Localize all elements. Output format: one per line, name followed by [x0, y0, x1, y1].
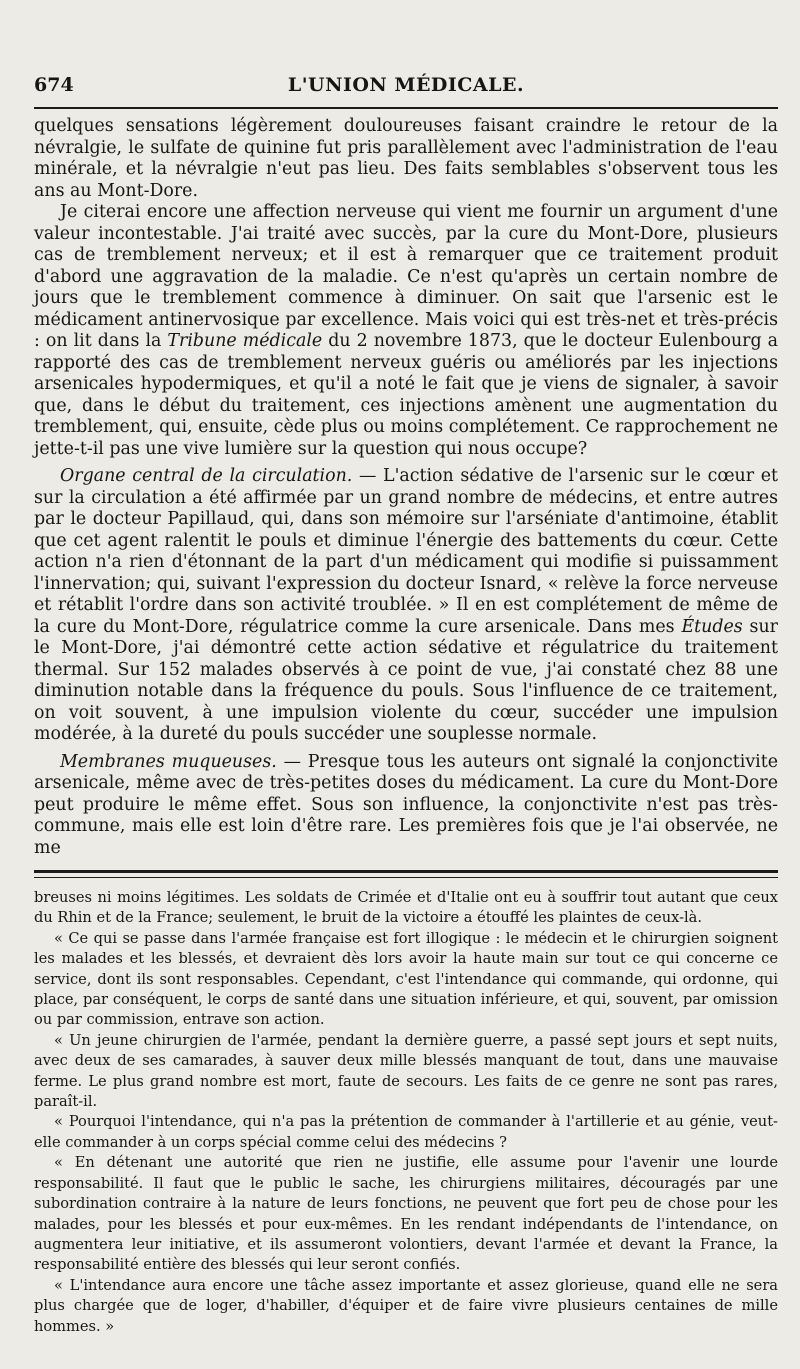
- paragraph-1: quelques sensations légèrement douloureuses faisant craindre le retour de la névralgie, le sulfate de quinine fut pris parallèlement avec l'administration de l'eau minérale, et la névralgie n'eut pas lieu. Des faits semblables s'observent tous les ans au Mont-Dore.: [34, 116, 778, 201]
- footnote-rule: [34, 870, 778, 873]
- footnote-rule-thin: [34, 877, 778, 878]
- main-text: [34, 116, 778, 859]
- paragraph-circulation: [34, 466, 778, 746]
- running-title: L'UNION MÉDICALE.: [287, 74, 525, 96]
- paragraph-circulation-text-b: sur le Mont-Dore, j'ai démontré cette action sédative et régulatrice du traitement thermal. Sur 152 malades observés à ce point de vue, j'ai constaté chez 88 une diminution notable dans la fréquence du pouls. Sous l'influence de ce traitement, on voit souvent, à une impulsion violente du cœur, succéder une impulsion modérée, à la dureté du pouls succéder une souplesse normale.: [34, 616, 778, 744]
- paragraph-2-journal-title: Tribune médicale: [167, 331, 323, 351]
- footnote-paragraph-4: « Pourquoi l'intendance, qui n'a pas la prétention de commander à l'artillerie et au génie, veut-elle commander à un corps spécial comme celui des médecins ?: [34, 1113, 778, 1151]
- footnote-paragraph-5: « En détenant une autorité que rien ne justifie, elle assume pour l'avenir une lourde responsabilité. Il faut que le public le sache, les chirurgiens militaires, découragés par une subordination contraire à la nature de leurs fonctions, ne peuvent que fort peu de chose pour les malades, pour les blessés et pour eux-mêmes. En les rendant indépendants de l'intendance, on augmentera leur initiative, et ils assumeront volontiers, devant l'armée et devant la France, la responsabilité entière des blessés qui leur seront confiés.: [34, 1154, 778, 1274]
- footnote-paragraph-3: « Un jeune chirurgien de l'armée, pendant la dernière guerre, a passé sept jours et sept nuits, avec deux de ses camarades, à sauver deux mille blessés manquant de tout, dans une mauvaise ferme. Le plus grand nombre est mort, faute de secours. Les faits de ce genre ne sont pas rares, paraît-il.: [34, 1031, 778, 1111]
- footnotes: [34, 888, 778, 1337]
- paragraph-circulation-text-a: — L'action sédative de l'arsenic sur le cœur et sur la circulation a été affirmée par un grand nombre de médecins, et entre autres par le docteur Papillaud, qui, dans son mémoire sur l'arséniate d'antimoine, établit que cet agent ralentit le pouls et diminue l'énergie des battements du cœur. Cette action n'a rien d'étonnant de la part d'un médicament qui modifie si puissamment l'innervation; qui, suivant l'expression du docteur Isnard, « relève la force nerveuse et rétablit l'ordre dans son activité troublée. » Il en est complétement de même de la cure du Mont-Dore, régulatrice comme la cure arsenicale. Dans mes: [34, 466, 778, 637]
- footnote-paragraph-6: « L'intendance aura encore une tâche assez importante et assez glorieuse, quand elle ne sera plus chargée que de loger, d'habiller, d'équiper et de faire vivre plusieurs centaines de mille hommes. »: [34, 1276, 778, 1335]
- header-rule: [34, 107, 778, 109]
- page-header: [34, 74, 778, 104]
- paragraph-2-text-a: Je citerai encore une affection nerveuse qui vient me fournir un argument d'une valeur incontestable. J'ai traité avec succès, par la cure du Mont-Dore, plusieurs cas de tremblement nerveux; et il est à remarquer que ce traitement produit d'abord une aggravation de la maladie. Ce n'est qu'après un certain nombre de jours que le tremblement commence à diminuer. On sait que l'arsenic est le médicament antinervosique par excellence. Mais voici qui est très-net et très-précis : on lit dans la: [34, 202, 778, 351]
- paragraph-muqueuses-text: — Presque tous les auteurs ont signalé la conjonctivite arsenicale, même avec de très-petites doses du médicament. La cure du Mont-Dore peut produire le même effet. Sous son influence, la conjonctivite n'est pas très-commune, mais elle est loin d'être rare. Les premières fois que je l'ai observée, ne me: [34, 751, 778, 858]
- page-number: 674: [34, 74, 74, 96]
- footnote-paragraph-2: « Ce qui se passe dans l'armée française est fort illogique : le médecin et le chirurgien soignent les malades et les blessés, et devraient dès lors avoir la haute main sur tout ce qui concerne ce service, dont ils sont responsables. Cependant, c'est l'intendance qui commande, qui ordonne, qui place, par conséquent, le corps de santé dans une situation inférieure, et qui, souvent, par omission ou par commission, entrave son action.: [34, 929, 778, 1029]
- paragraph-2-text-b: du 2 novembre 1873, que le docteur Eulenbourg a rapporté des cas de tremblement nerveux guéris ou améliorés par les injections arsenicales hypodermiques, et qu'il a noté le fait que je viens de signaler, à savoir que, dans le début du traitement, ces injections amènent une augmentation du tremblement, qui, ensuite, cède plus ou moins complétement. Ce rapprochement ne jette-t-il pas une vive lumière sur la question qui nous occupe?: [34, 331, 778, 459]
- footnote-paragraph-1: breuses ni moins légitimes. Les soldats de Crimée et d'Italie ont eu à souffrir tout autant que ceux du Rhin et de la France; seulement, le bruit de la victoire a étouffé les plaintes de ceux-là.: [34, 889, 778, 927]
- paragraph-circulation-book-title: Études: [681, 616, 743, 637]
- paragraph-2: [34, 202, 778, 460]
- section-heading-circulation: Organe central de la circulation.: [60, 466, 353, 486]
- paragraph-muqueuses: [34, 752, 778, 860]
- section-heading-muqueuses: Membranes muqueuses.: [60, 751, 277, 772]
